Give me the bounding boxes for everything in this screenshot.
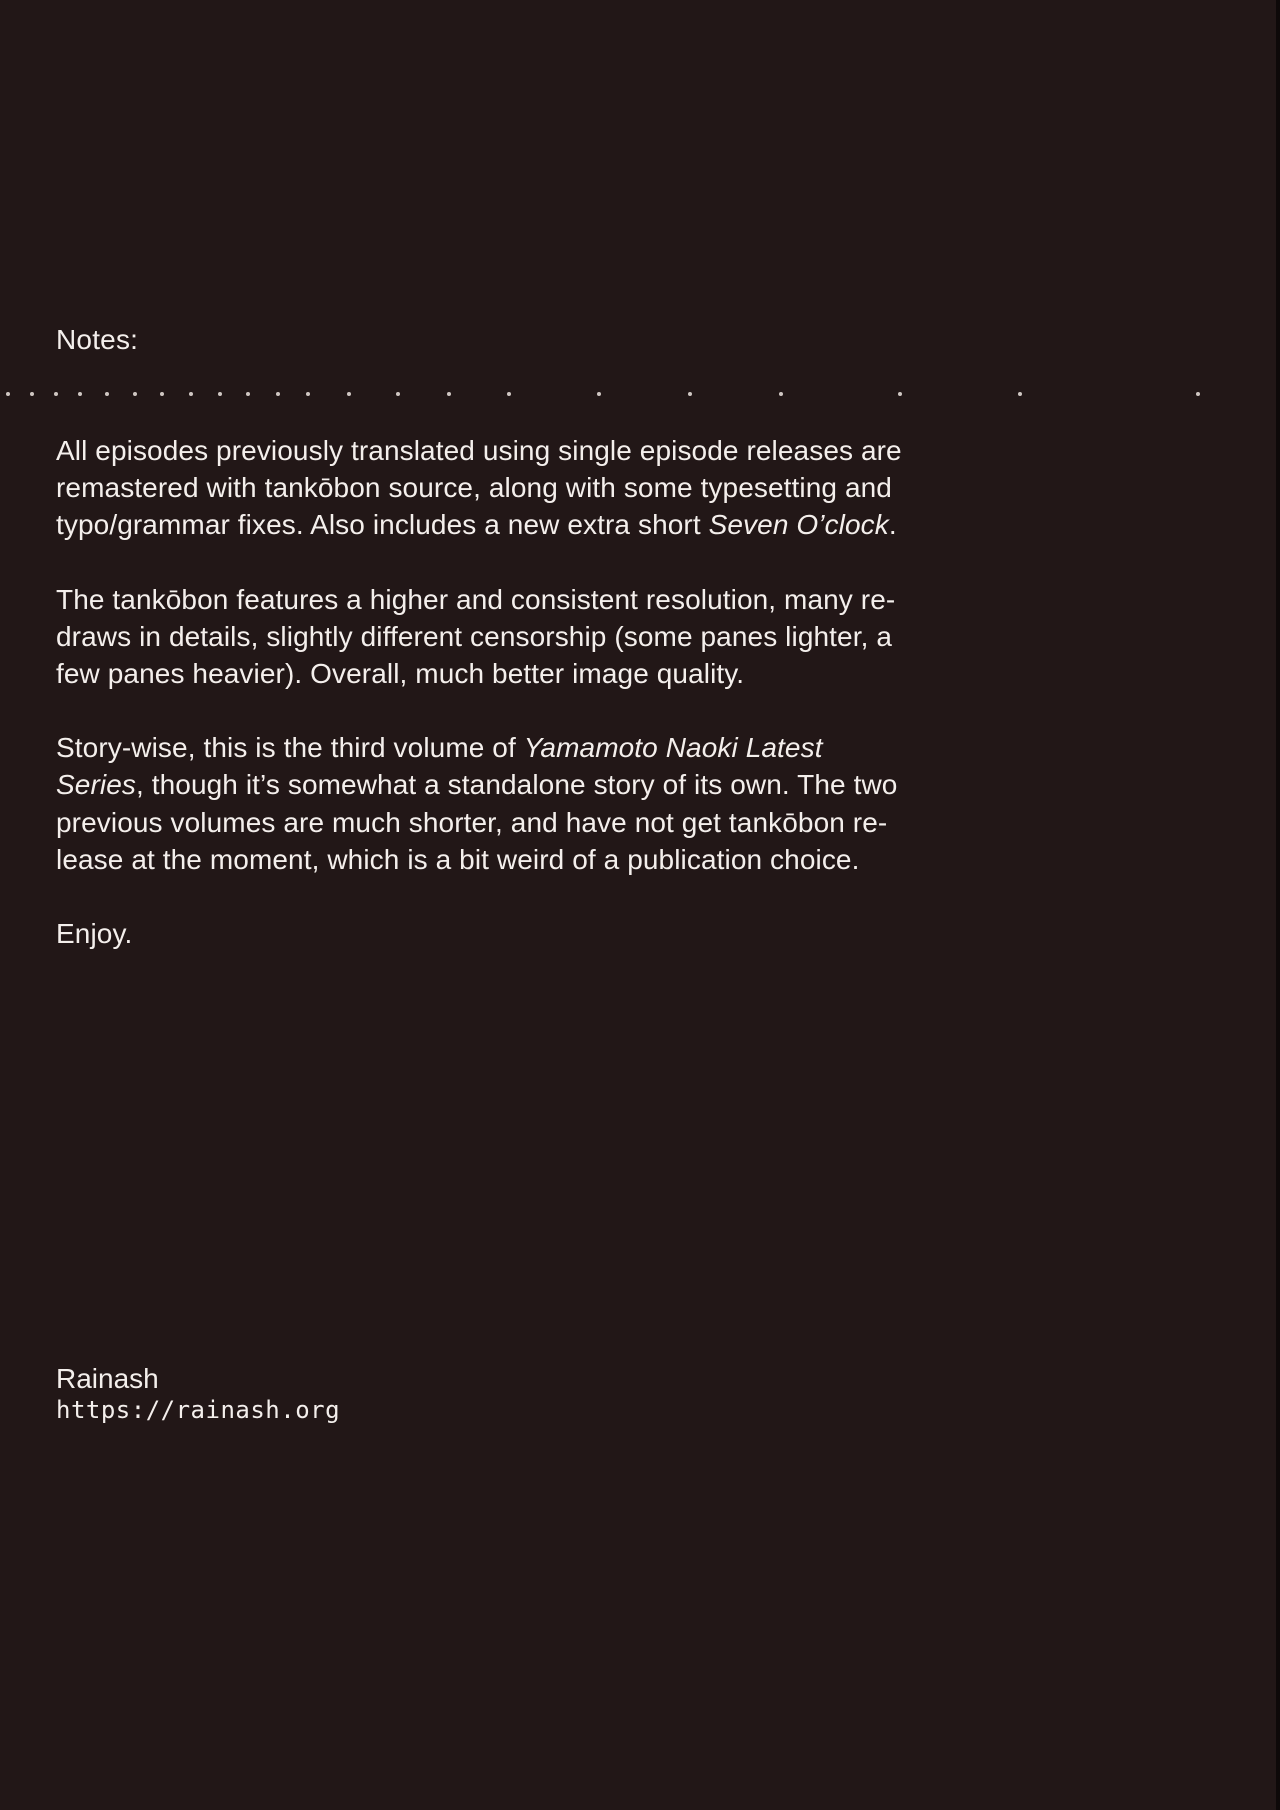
text-run: previous volumes are much shorter, and have not get tankōbon re- — [56, 806, 888, 838]
italic-title: Series — [56, 769, 136, 801]
notes-heading: Notes: — [56, 324, 139, 355]
dotted-divider — [0, 384, 1280, 404]
signature-block — [56, 1362, 340, 1424]
text-run: few panes heavier). Overall, much better image quality. — [56, 658, 745, 690]
notes-body — [56, 432, 956, 989]
text-run: lease at the moment, which is a bit weird of a publication choice. — [56, 843, 860, 875]
italic-title: Yamamoto Naoki Latest — [523, 732, 823, 764]
text-run: Story-wise, this is the third volume of — [56, 732, 524, 764]
text-run: . — [888, 509, 897, 541]
notes-paragraph — [56, 432, 956, 544]
notes-paragraph — [56, 915, 956, 952]
text-run: The tankōbon features a higher and consistent resolution, many re- — [56, 583, 896, 615]
page-edge-strip — [1276, 0, 1280, 1810]
notes-paragraph — [56, 581, 956, 693]
text-run: draws in details, slightly different censorship (some panes lighter, a — [56, 620, 893, 652]
text-run: All episodes previously translated using single episode releases are — [56, 435, 902, 466]
text-run: , though it’s somewhat a standalone story of its own. The two — [135, 769, 898, 801]
notes-paragraph — [56, 729, 956, 878]
italic-title: Seven O’clock — [708, 509, 889, 541]
author-name: Rainash — [56, 1363, 159, 1394]
author-url: https://rainash.org — [56, 1396, 341, 1424]
text-run: remastered with tankōbon source, along with some typesetting and — [56, 472, 892, 504]
text-run: Enjoy. — [56, 918, 133, 950]
dotted-divider-graphic — [0, 384, 1280, 404]
text-run: typo/grammar fixes. Also includes a new extra short — [56, 509, 709, 541]
